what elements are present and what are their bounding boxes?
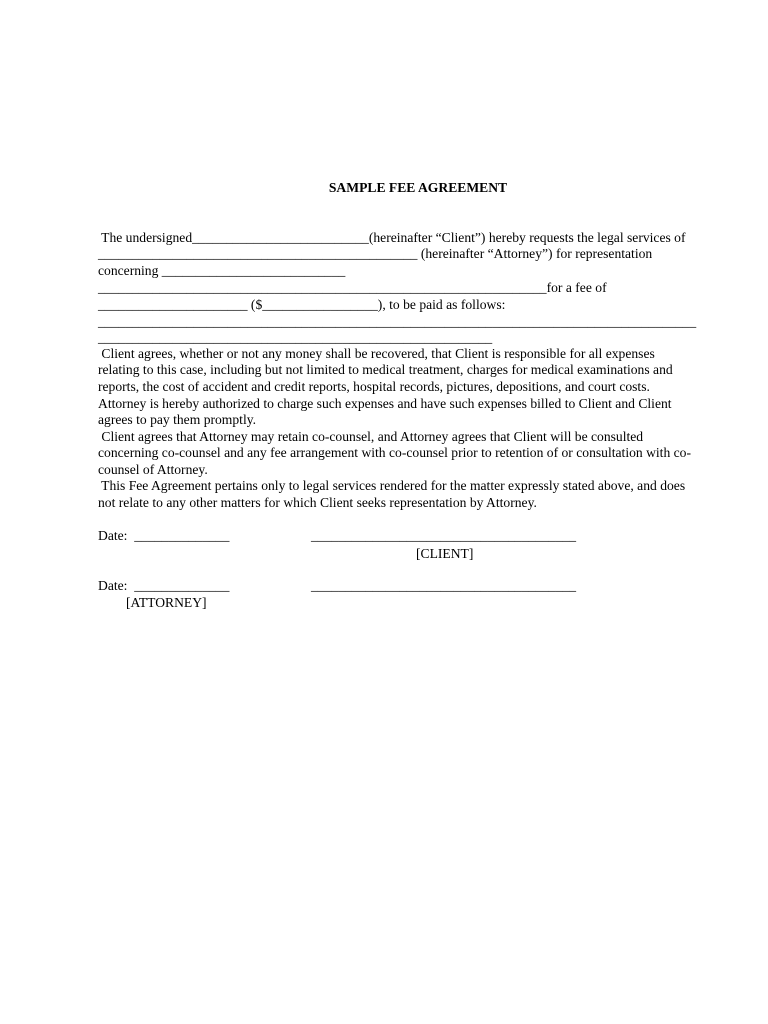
body-line: __________________________________________________________ [98,330,493,345]
body-line: The undersigned__________________________(hereinafter “Client”) hereby requests the legal services of [98,230,686,245]
body-line: ________________________________________________________________________________________ [98,314,697,329]
page-title: SAMPLE FEE AGREEMENT [328,180,508,195]
attorney-label: [ATTORNEY] [126,595,207,610]
body-line: relating to this case, including but not limited to medical treatment, charges for medical examinations and [98,362,673,377]
body-line: Attorney is hereby authorized to charge such expenses and have such expenses billed to Client and Client [98,396,672,411]
body-line: _______________________________________________ (hereinafter “Attorney”) for representation [98,246,653,261]
attorney-date-field: Date: ______________ [98,578,230,593]
body-line: not relate to any other matters for which Client seeks representation by Attorney. [98,495,537,510]
client-signature-line: _______________________________________ [311,528,577,543]
body-line: Client agrees that Attorney may retain co-counsel, and Attorney agrees that Client will be consulted [98,429,644,444]
client-label: [CLIENT] [416,546,474,561]
body-line: This Fee Agreement pertains only to legal services rendered for the matter expressly stated above, and does [98,478,686,493]
body-line: reports, the cost of accident and credit reports, hospital records, pictures, depositions, and court costs. [98,379,650,394]
body-line: agrees to pay them promptly. [98,412,257,427]
attorney-signature-line: _______________________________________ [311,578,577,593]
body-line: ______________________ ($_________________), to be paid as follows: [98,297,506,312]
client-date-field: Date: ______________ [98,528,230,543]
body-line: concerning ___________________________ [98,263,346,278]
body-line: counsel of Attorney. [98,462,208,477]
body-line: Client agrees, whether or not any money shall be recovered, that Client is responsible for all expenses [98,346,655,361]
body-line: __________________________________________________________________for a fee of [98,280,607,295]
body-line: concerning co-counsel and any fee arrangement with co-counsel prior to retention of or consultation with co- [98,445,692,460]
